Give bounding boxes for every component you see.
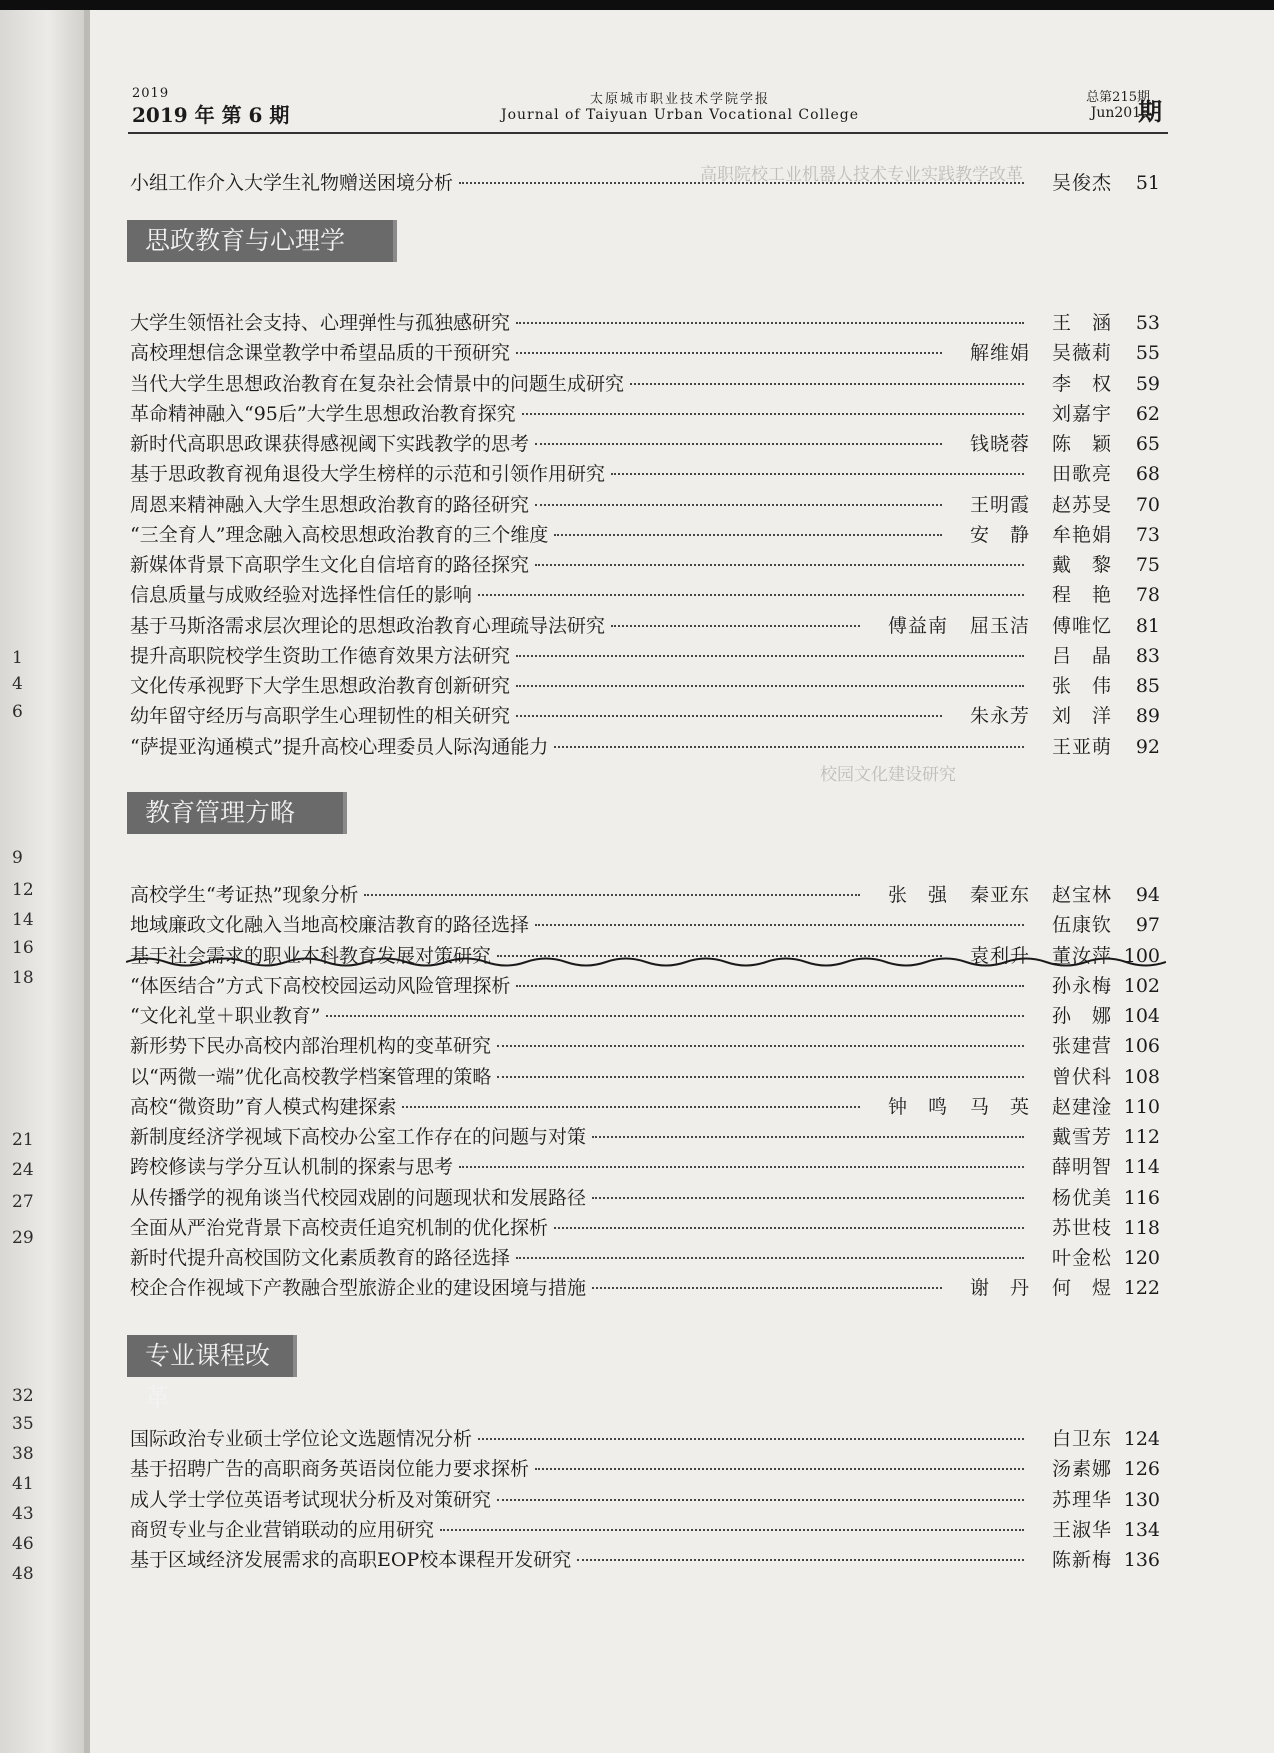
toc-entry <box>130 1062 1160 1090</box>
entry-title: “体医结合”方式下高校校园运动风险管理探析 <box>130 974 511 997</box>
entry-authors <box>948 490 1112 517</box>
leader-dots <box>535 443 942 445</box>
entry-title: 小组工作介入大学生礼物赠送困境分析 <box>130 172 454 194</box>
toc-entry <box>130 580 1160 608</box>
author: 赵苏旻 <box>1051 493 1112 516</box>
margin-number: 1 <box>12 648 23 668</box>
entry-title: 基于思政教育视角退役大学生榜样的示范和引领作用研究 <box>130 463 606 486</box>
margin-number: 24 <box>12 1160 34 1180</box>
toc-entry <box>130 1122 1160 1150</box>
author: 张 强 <box>887 884 948 906</box>
entry-title: 新媒体背景下高职学生文化自信培育的路径探究 <box>130 554 530 576</box>
toc-entry <box>130 641 1160 669</box>
entry-page: 118 <box>1123 1216 1160 1239</box>
leader-dots <box>478 1438 1024 1440</box>
total-issue: 总第215期 <box>1086 90 1150 105</box>
margin-number: 38 <box>12 1444 34 1464</box>
author: 解维娟 <box>969 342 1030 365</box>
leader-dots <box>592 1287 942 1289</box>
leader-dots <box>516 715 942 717</box>
toc-entry <box>130 1545 1160 1573</box>
entry-authors <box>948 520 1112 547</box>
author: 孙 娜 <box>1051 1005 1112 1027</box>
entry-page: 100 <box>1123 944 1160 967</box>
entry-title: 提升高职院校学生资助工作德育效果方法研究 <box>130 644 511 667</box>
entry-title: 基于区域经济发展需求的高职EOP校本课程开发研究 <box>130 1549 572 1571</box>
entry-title: 全面从严治党背景下高校责任追究机制的优化探析 <box>130 1216 549 1239</box>
entry-title: “文化礼堂＋职业教育” <box>130 1005 321 1027</box>
margin-number: 16 <box>12 938 34 958</box>
author: 白卫东 <box>1051 1428 1112 1450</box>
entry-authors <box>866 1092 1112 1119</box>
entry-page: 130 <box>1123 1488 1160 1511</box>
margin-number: 48 <box>12 1564 34 1584</box>
leader-dots <box>516 1257 1024 1259</box>
entry-title: 当代大学生思想政治教育在复杂社会情景中的问题生成研究 <box>130 372 625 395</box>
entry-title: 高校学生“考证热”现象分析 <box>130 884 359 906</box>
author: 董汝萍 <box>1051 944 1112 967</box>
header-year: 2019 <box>132 86 170 101</box>
bleed-through-text: 高职院校工业机器人技术专业实践教学改革 <box>700 165 1023 185</box>
leader-dots <box>592 1136 1024 1138</box>
author: 屈玉洁 <box>969 614 1030 637</box>
entry-title: 地域廉政文化融入当地高校廉洁教育的路径选择 <box>130 914 530 937</box>
author: 傅益南 <box>887 614 948 637</box>
entry-page: 106 <box>1123 1035 1160 1058</box>
author: 袁利升 <box>969 944 1030 967</box>
author: 张 伟 <box>1051 675 1112 697</box>
entry-title: 新时代高职思政课获得感视阈下实践教学的思考 <box>130 433 530 455</box>
entry-title: 成人学士学位英语考试现状分析及对策研究 <box>130 1488 492 1511</box>
author: 曾伏科 <box>1051 1065 1112 1088</box>
margin-number: 18 <box>12 968 34 988</box>
wavy-underline-mark <box>126 955 1166 969</box>
entry-title: 国际政治专业硕士学位论文选题情况分析 <box>130 1428 473 1450</box>
author: 朱永芳 <box>969 705 1030 728</box>
leader-dots <box>497 1045 1024 1047</box>
entry-page: 73 <box>1135 523 1160 546</box>
entry-title: 以“两微一端”优化高校教学档案管理的策略 <box>130 1065 492 1088</box>
toc-entry <box>130 1515 1160 1543</box>
author: 张建营 <box>1051 1035 1112 1058</box>
author: 秦亚东 <box>969 884 1030 906</box>
leader-dots <box>516 985 1024 987</box>
entry-title: 周恩来精神融入大学生思想政治教育的路径研究 <box>130 493 530 516</box>
entry-title: 基于马斯洛需求层次理论的思想政治教育心理疏导法研究 <box>130 614 606 637</box>
author: 牟艳娟 <box>1051 523 1112 546</box>
author: 王 涵 <box>1051 312 1112 334</box>
leader-dots <box>459 1166 1024 1168</box>
author: 王淑华 <box>1051 1518 1112 1541</box>
entry-authors <box>1030 1122 1112 1149</box>
author: 苏世枝 <box>1051 1216 1112 1239</box>
margin-number: 14 <box>12 910 34 930</box>
entry-authors <box>1030 1424 1112 1451</box>
entry-page: 78 <box>1135 584 1160 607</box>
entry-authors <box>1030 550 1112 577</box>
entry-title: “三全育人”理念融入高校思想政治教育的三个维度 <box>130 523 549 546</box>
entry-authors <box>948 701 1112 728</box>
entry-page: 122 <box>1123 1277 1160 1300</box>
header-rule <box>128 132 1168 134</box>
leader-dots <box>402 1106 860 1108</box>
toc-entry <box>130 338 1160 366</box>
author: 田歌亮 <box>1051 463 1112 486</box>
entry-authors <box>866 611 1112 638</box>
entry-authors <box>1030 641 1112 668</box>
entry-authors <box>1030 910 1112 937</box>
toc-entry <box>130 732 1160 760</box>
leader-dots <box>516 685 1024 687</box>
toc-entry <box>130 701 1160 729</box>
entry-title: 新制度经济学视域下高校办公室工作存在的问题与对策 <box>130 1126 587 1148</box>
header-center <box>420 88 940 123</box>
leader-dots <box>326 1015 1024 1017</box>
entry-authors <box>1030 971 1112 998</box>
entry-page: 94 <box>1135 884 1160 906</box>
entry-title: 跨校修读与学分互认机制的探索与思考 <box>130 1156 454 1179</box>
author: 程 艳 <box>1051 584 1112 607</box>
author: 伍康钦 <box>1051 914 1112 937</box>
entry-authors <box>1030 308 1112 335</box>
entry-page: 126 <box>1123 1458 1160 1481</box>
entry-authors <box>1030 1454 1112 1481</box>
entry-title: 大学生领悟社会支持、心理弹性与孤独感研究 <box>130 312 511 334</box>
entry-page: 53 <box>1135 312 1160 334</box>
author: 刘嘉宇 <box>1051 402 1112 425</box>
entry-authors <box>1030 1183 1112 1210</box>
leader-dots <box>611 625 860 627</box>
leader-dots <box>364 894 860 896</box>
leader-dots <box>611 473 1024 475</box>
journal-title-en: Journal of Taiyuan Urban Vocational College <box>500 107 860 123</box>
entry-page: 65 <box>1135 433 1160 455</box>
author: 陈新梅 <box>1051 1549 1112 1571</box>
entry-authors <box>948 1273 1112 1300</box>
entry-authors <box>1030 1031 1112 1058</box>
entry-page: 75 <box>1135 554 1160 576</box>
section-heading: 专业课程改革 <box>127 1335 293 1377</box>
leader-dots <box>535 1468 1024 1470</box>
margin-number: 4 <box>12 674 23 694</box>
margin-number: 21 <box>12 1130 34 1150</box>
entry-title: 高校“微资助”育人模式构建探索 <box>130 1095 397 1118</box>
entry-page: 134 <box>1123 1518 1160 1541</box>
leader-dots <box>459 182 1024 184</box>
margin-number: 29 <box>12 1228 34 1248</box>
author: 叶金松 <box>1051 1247 1112 1269</box>
author: 苏理华 <box>1051 1488 1112 1511</box>
entry-page: 102 <box>1123 974 1160 997</box>
entry-authors <box>866 880 1112 907</box>
author: 谢 丹 <box>969 1277 1030 1300</box>
toc-entry <box>130 429 1160 457</box>
entry-authors <box>1030 732 1112 759</box>
entry-authors <box>1030 1485 1112 1512</box>
entry-authors <box>1030 1515 1112 1542</box>
author: 钟 鸣 <box>887 1095 948 1118</box>
entry-authors <box>1030 1545 1112 1572</box>
margin-number: 12 <box>12 880 34 900</box>
toc-entry <box>130 1454 1160 1482</box>
entry-page: 55 <box>1135 342 1160 365</box>
author: 钱晓蓉 <box>969 433 1030 455</box>
author: 赵建淦 <box>1051 1095 1112 1118</box>
toc-entry <box>130 1213 1160 1241</box>
bleed-through-text: 校园文化建设研究 <box>820 765 956 785</box>
leader-dots <box>497 1076 1024 1078</box>
toc-entry <box>130 1424 1160 1452</box>
toc-entry <box>130 910 1160 938</box>
entry-authors <box>1030 399 1112 426</box>
entry-authors <box>1030 369 1112 396</box>
entry-page: 104 <box>1123 1005 1160 1027</box>
entry-title: 新形势下民办高校内部治理机构的变革研究 <box>130 1035 492 1058</box>
author: 刘 洋 <box>1051 705 1112 728</box>
entry-page: 83 <box>1135 644 1160 667</box>
entry-page: 120 <box>1123 1247 1160 1269</box>
entry-page: 108 <box>1123 1065 1160 1088</box>
toc-entry <box>130 168 1160 196</box>
toc-entry <box>130 520 1160 548</box>
scan-top-edge <box>0 0 1274 10</box>
toc-entry <box>130 459 1160 487</box>
toc-entry <box>130 550 1160 578</box>
entry-page: 81 <box>1135 614 1160 637</box>
toc-entry <box>130 611 1160 639</box>
entry-page: 124 <box>1123 1428 1160 1450</box>
entry-authors <box>1030 580 1112 607</box>
entry-authors <box>1030 168 1112 195</box>
entry-authors <box>1030 1062 1112 1089</box>
journal-title-cn: 太原城市职业技术学院学报 <box>589 92 770 107</box>
entry-page: 114 <box>1123 1156 1160 1179</box>
margin-number: 46 <box>12 1534 34 1554</box>
toc-entry <box>130 671 1160 699</box>
author: 傅唯忆 <box>1051 614 1112 637</box>
author: 戴雪芳 <box>1051 1126 1112 1148</box>
leader-dots <box>522 413 1024 415</box>
leader-dots <box>516 322 1024 324</box>
issue-date: Jun2019 <box>1090 105 1150 121</box>
toc-entry <box>130 1092 1160 1120</box>
entry-page: 68 <box>1135 463 1160 486</box>
entry-authors <box>1030 1001 1112 1028</box>
margin-number: 41 <box>12 1474 34 1494</box>
entry-page: 110 <box>1123 1095 1160 1118</box>
leader-dots <box>577 1559 1024 1561</box>
leader-dots <box>554 746 1024 748</box>
author: 戴 黎 <box>1051 554 1112 576</box>
author: 赵宝林 <box>1051 884 1112 906</box>
entry-page: 62 <box>1135 402 1160 425</box>
entry-page: 59 <box>1135 372 1160 395</box>
toc-entry <box>130 1485 1160 1513</box>
section-heading: 教育管理方略 <box>127 792 343 834</box>
toc-entry <box>130 880 1160 908</box>
leader-dots <box>516 655 1024 657</box>
toc-entry <box>130 1243 1160 1271</box>
entry-page: 51 <box>1135 172 1160 194</box>
author: 马 英 <box>969 1095 1030 1118</box>
entry-authors <box>948 338 1112 365</box>
author: 薛明智 <box>1051 1156 1112 1179</box>
entry-authors <box>1030 459 1112 486</box>
margin-number: 27 <box>12 1192 34 1212</box>
entry-authors <box>948 429 1112 456</box>
entry-title: 幼年留守经历与高职学生心理韧性的相关研究 <box>130 705 511 728</box>
margin-number: 35 <box>12 1414 34 1434</box>
header-qi: 期 <box>1138 97 1162 126</box>
leader-dots <box>592 1197 1024 1199</box>
entry-page: 136 <box>1123 1549 1160 1571</box>
author: 何 煜 <box>1051 1277 1112 1300</box>
entry-page: 85 <box>1135 675 1160 697</box>
leader-dots <box>535 504 942 506</box>
leader-dots <box>535 924 1024 926</box>
leader-dots <box>554 1227 1024 1229</box>
toc-entry <box>130 1001 1160 1029</box>
toc-entry <box>130 1183 1160 1211</box>
section-heading: 思政教育与心理学 <box>127 220 393 262</box>
margin-number: 43 <box>12 1504 34 1524</box>
toc-entry <box>130 399 1160 427</box>
entry-page: 92 <box>1135 735 1160 758</box>
entry-page: 116 <box>1123 1186 1160 1209</box>
entry-title: 高校理想信念课堂教学中希望品质的干预研究 <box>130 342 511 365</box>
author: 吴薇莉 <box>1051 342 1112 365</box>
entry-authors <box>1030 1213 1112 1240</box>
leader-dots <box>630 383 1024 385</box>
entry-title: 从传播学的视角谈当代校园戏剧的问题现状和发展路径 <box>130 1186 587 1209</box>
margin-number: 6 <box>12 702 23 722</box>
toc-entry <box>130 490 1160 518</box>
author: 吴俊杰 <box>1051 172 1112 194</box>
toc-entry <box>130 971 1160 999</box>
author: 李 权 <box>1051 372 1112 395</box>
entry-authors <box>1030 1152 1112 1179</box>
toc-entry <box>130 1152 1160 1180</box>
entry-title: 基于招聘广告的高职商务英语岗位能力要求探析 <box>130 1458 530 1481</box>
header-left <box>132 86 290 128</box>
header-year-issue: 2019 年 第 6 期 <box>132 103 290 127</box>
entry-title: “萨提亚沟通模式”提升高校心理委员人际沟通能力 <box>130 735 549 758</box>
author: 王亚萌 <box>1051 735 1112 758</box>
entry-title: 信息质量与成败经验对选择性信任的影响 <box>130 584 473 607</box>
margin-number: 9 <box>12 848 23 868</box>
entry-title: 革命精神融入“95后”大学生思想政治教育探究 <box>130 402 516 425</box>
toc-entry <box>130 369 1160 397</box>
entry-page: 70 <box>1135 493 1160 516</box>
entry-title: 商贸专业与企业营销联动的应用研究 <box>130 1518 435 1541</box>
entry-page: 97 <box>1135 914 1160 937</box>
leader-dots <box>440 1529 1024 1531</box>
header-right <box>1040 86 1150 121</box>
entry-authors <box>1030 671 1112 698</box>
author: 陈 颖 <box>1051 433 1112 455</box>
leader-dots <box>478 594 1024 596</box>
author: 孙永梅 <box>1051 974 1112 997</box>
author: 王明霞 <box>969 493 1030 516</box>
margin-number: 32 <box>12 1386 34 1406</box>
toc-entry <box>130 308 1160 336</box>
author: 汤素娜 <box>1051 1458 1112 1481</box>
toc-entry <box>130 1273 1160 1301</box>
entry-authors <box>1030 1243 1112 1270</box>
entry-title: 校企合作视域下产教融合型旅游企业的建设困境与措施 <box>130 1277 587 1300</box>
author: 杨优美 <box>1051 1186 1112 1209</box>
leader-dots <box>497 1499 1024 1501</box>
author: 吕 晶 <box>1051 644 1112 667</box>
toc-entry <box>130 1031 1160 1059</box>
entry-page: 112 <box>1123 1126 1160 1148</box>
leader-dots <box>554 534 942 536</box>
leader-dots <box>535 564 1024 566</box>
leader-dots <box>516 352 942 354</box>
entry-page: 89 <box>1135 705 1160 728</box>
entry-title: 基于社会需求的职业本科教育发展对策研究 <box>130 944 492 967</box>
author: 安 静 <box>969 523 1030 546</box>
entry-title: 新时代提升高校国防文化素质教育的路径选择 <box>130 1247 511 1269</box>
entry-title: 文化传承视野下大学生思想政治教育创新研究 <box>130 675 511 697</box>
